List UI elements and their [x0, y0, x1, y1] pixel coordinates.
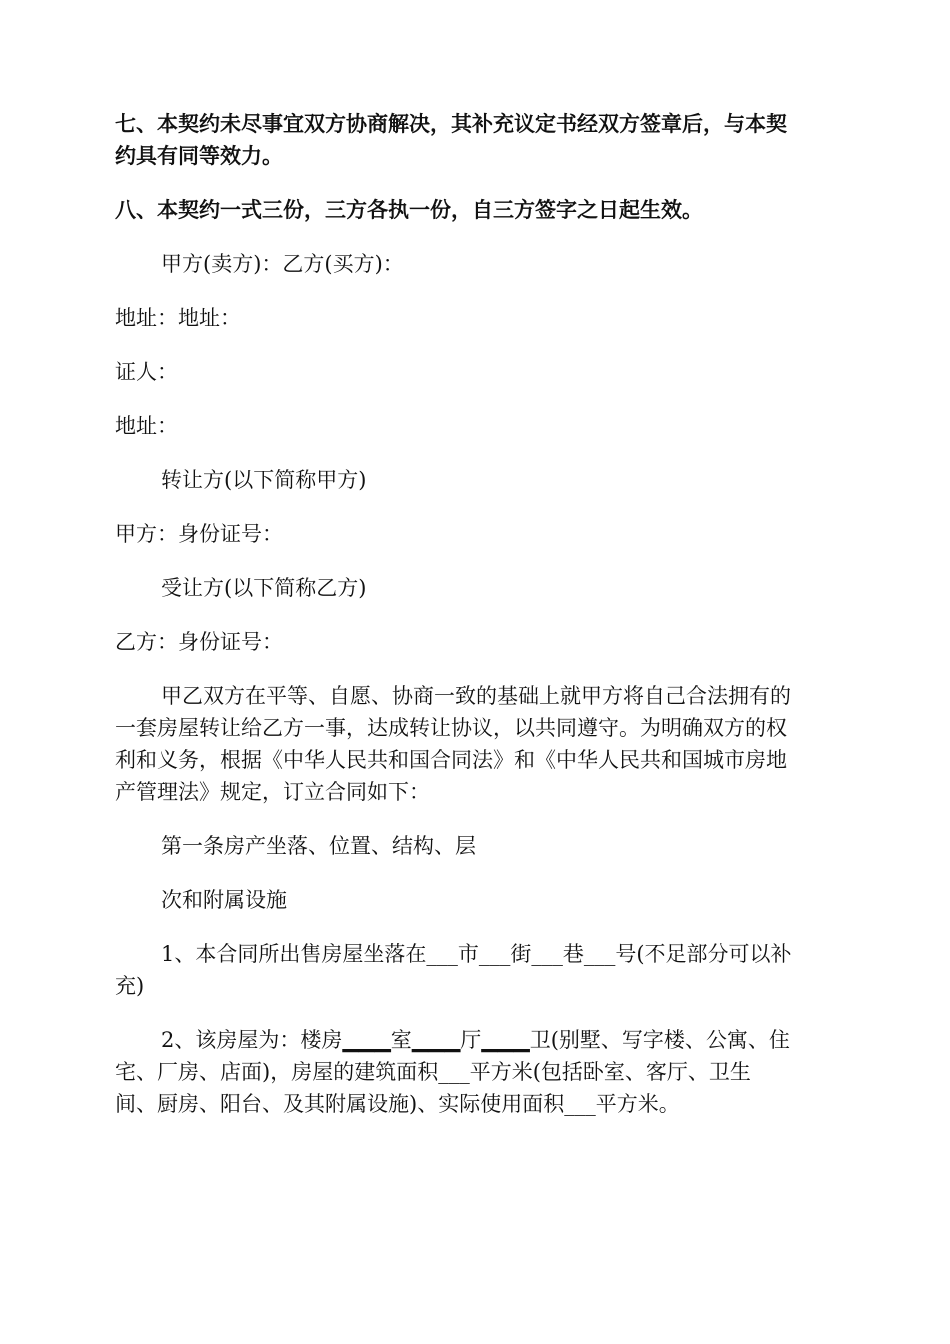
signature-parties: 甲方(卖方)：乙方(买方)： [161, 252, 404, 276]
preamble-line-4: 产管理法》规定，订立合同如下： [115, 780, 430, 804]
preamble-line-1: 甲乙双方在平等、自愿、协商一致的基础上就甲方将自己合法拥有的 [161, 684, 791, 708]
transferee-label: 受让方(以下简称乙方) [161, 576, 367, 600]
article-1-title-line-2: 次和附属设施 [161, 888, 287, 912]
item-2-line-2: 宅、厂房、店面)，房屋的建筑面积___平方米(包括卧室、客厅、卫生 [115, 1060, 751, 1084]
party-b-id: 乙方：身份证号： [115, 630, 283, 654]
clause-7-line-1: 七、本契约未尽事宜双方协商解决，其补充议定书经双方签章后，与本契 [115, 112, 787, 136]
transferor-label: 转让方(以下简称甲方) [161, 468, 367, 492]
document-page [115, 108, 837, 1120]
signature-address: 地址： [115, 414, 178, 438]
signature-witness: 证人： [115, 360, 178, 384]
item-1-line-1: 1、本合同所出售房屋坐落在___市___街___巷___号(不足部分可以补 [161, 942, 792, 966]
signature-address-both: 地址：地址： [115, 306, 241, 330]
party-a-id: 甲方：身份证号： [115, 522, 283, 546]
item-2-line-1: 2、该房屋为：楼房▁▁▁室▁▁▁厅▁▁▁卫(别墅、写字楼、公寓、住 [161, 1028, 790, 1052]
preamble-line-2: 一套房屋转让给乙方一事，达成转让协议，以共同遵守。为明确双方的权 [115, 716, 787, 740]
item-2-line-3: 间、厨房、阳台、及其附属设施)、实际使用面积___平方米。 [115, 1092, 680, 1116]
article-1-title-line-1: 第一条房产坐落、位置、结构、层 [161, 834, 476, 858]
clause-7-line-2: 约具有同等效力。 [115, 144, 283, 168]
preamble-line-3: 利和义务，根据《中华人民共和国合同法》和《中华人民共和国城市房地 [115, 748, 787, 772]
clause-8: 八、本契约一式三份，三方各执一份，自三方签字之日起生效。 [115, 198, 703, 222]
item-1-line-2: 充) [115, 974, 145, 998]
